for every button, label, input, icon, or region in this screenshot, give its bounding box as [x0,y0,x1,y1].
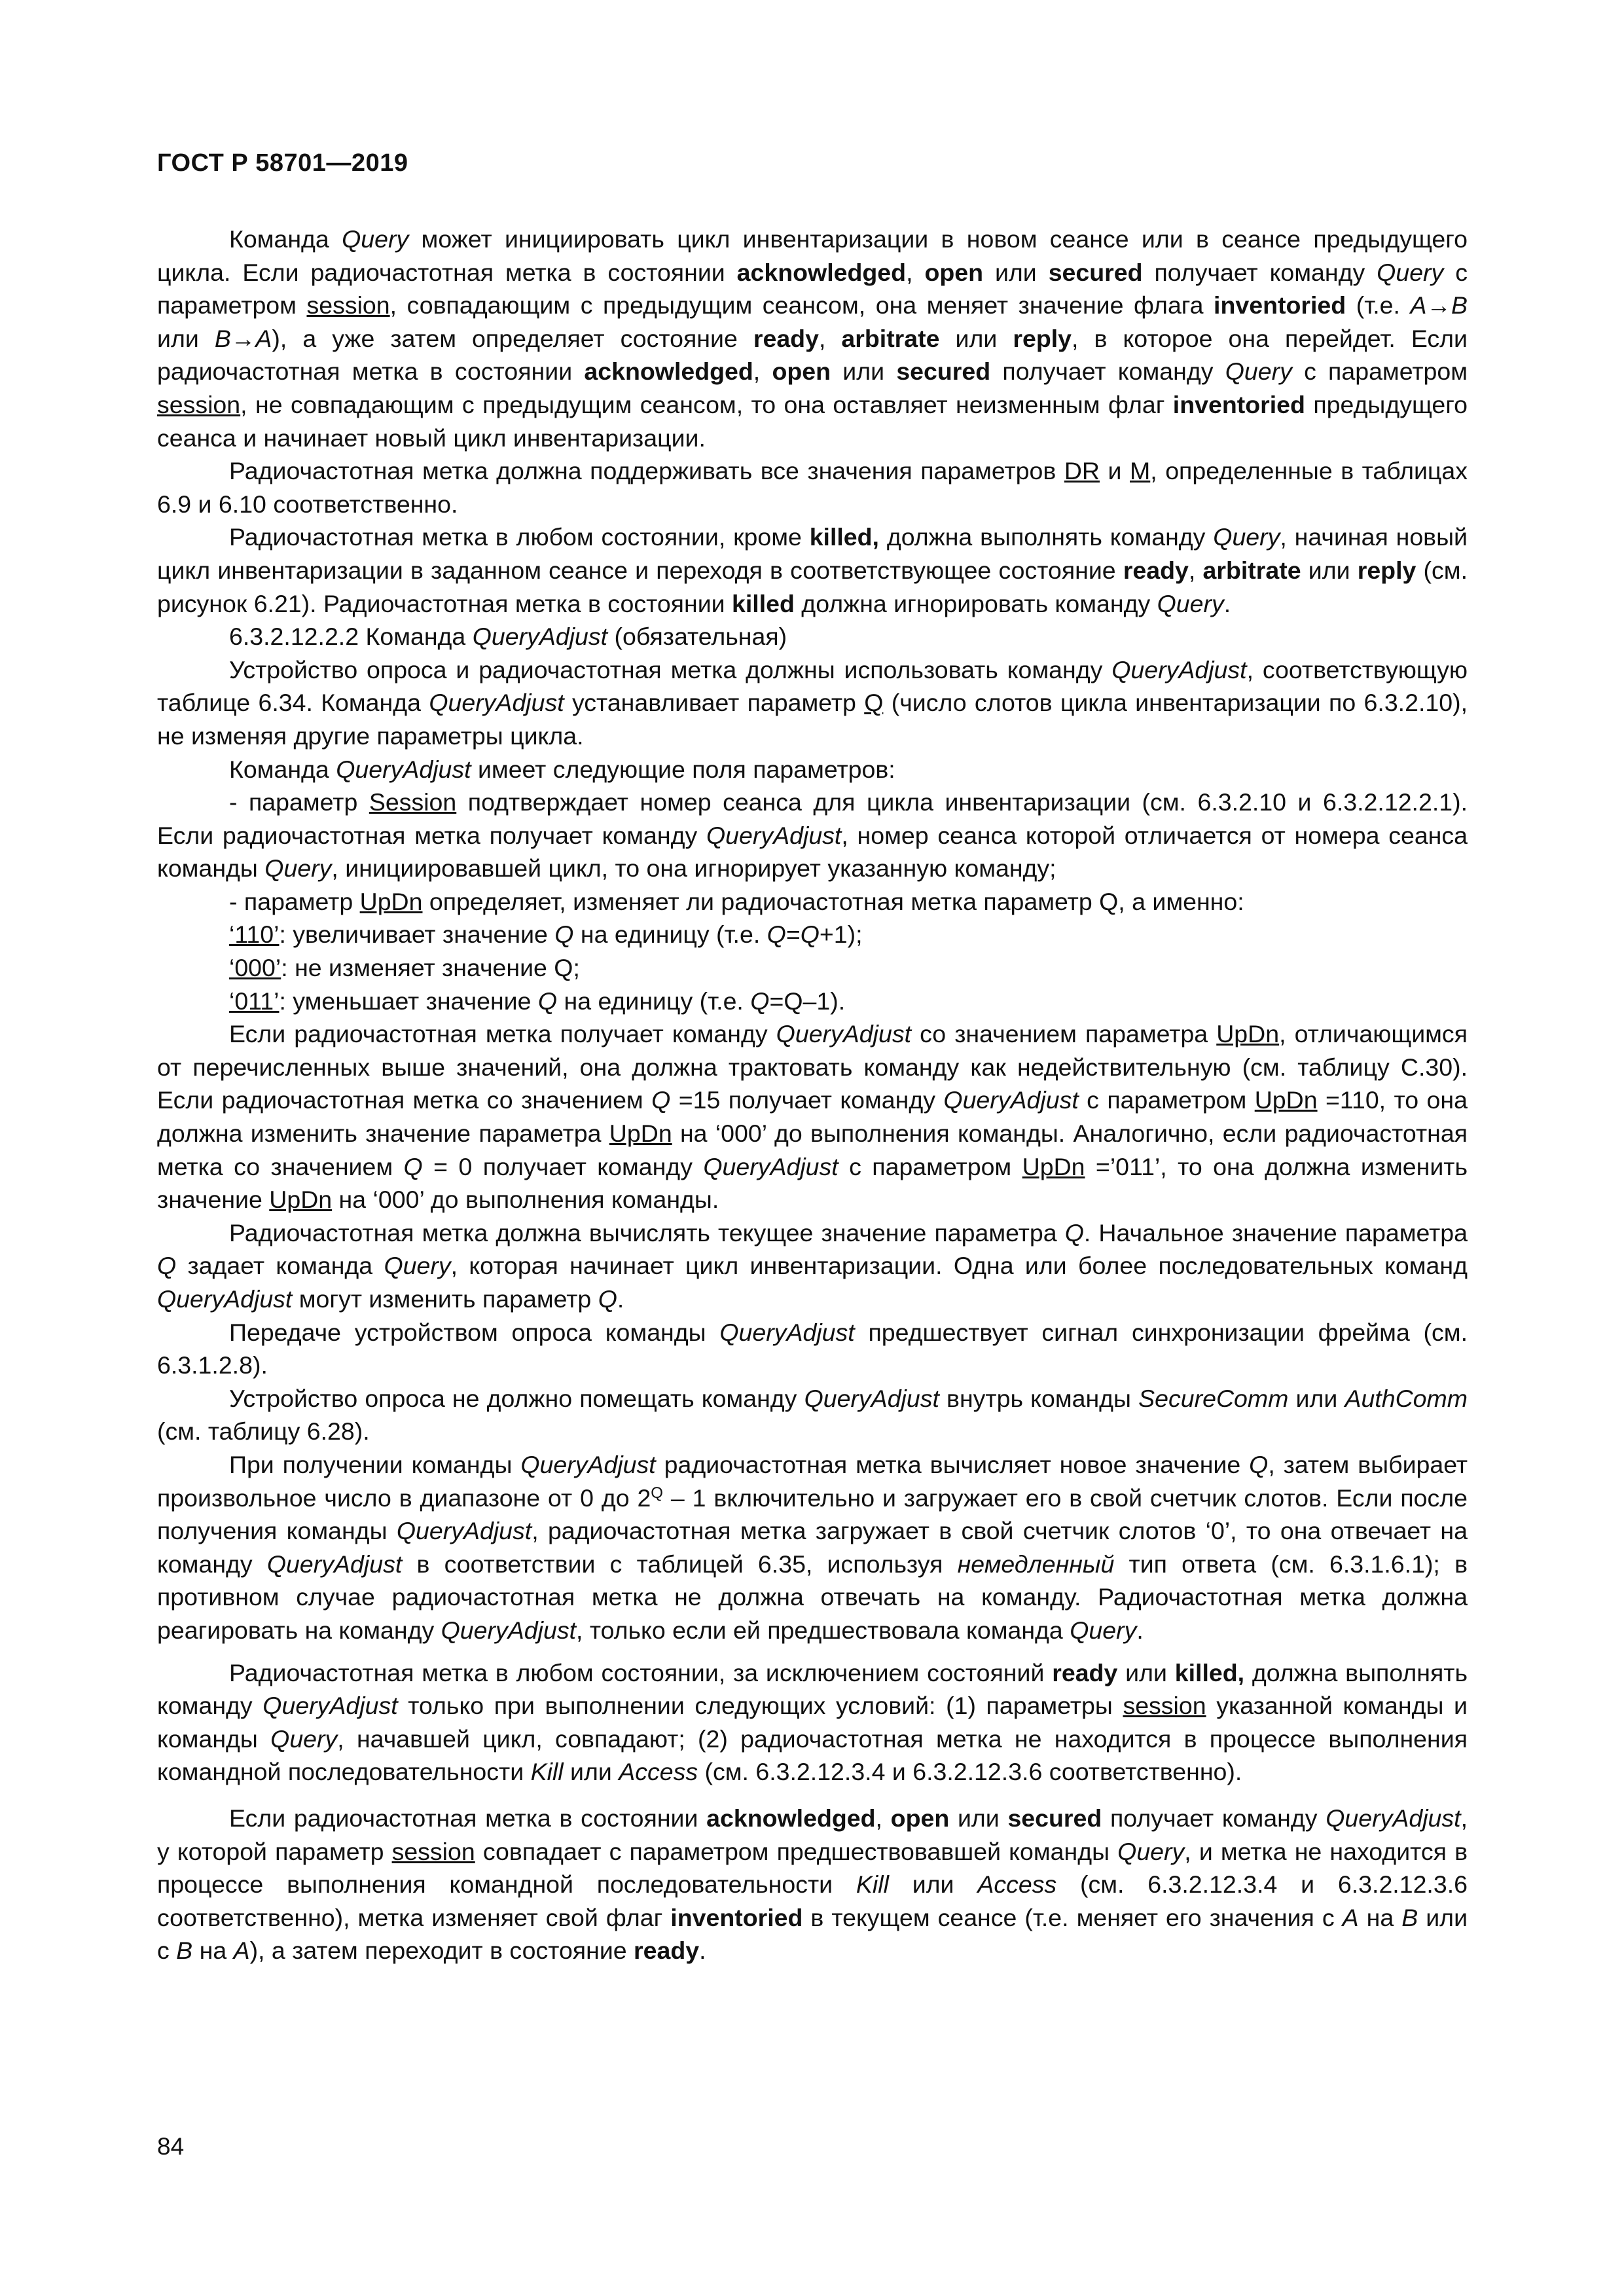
text-run: должна игнорировать команду [794,589,1157,617]
text-run: QueryAdjust [429,689,564,717]
paragraph-p3 [157,520,1468,620]
text-run: secured [1007,1804,1102,1832]
text-run: inventoried [1214,291,1346,319]
text-run: ready [634,1937,700,1965]
text-run: в соответствии с таблицей 6.35, используя [402,1550,958,1578]
text-run: +1); [819,920,863,949]
text-run: acknowledged [584,357,753,386]
text-run: , номер сеанса которой отличается от номера сеанса команды [157,821,1468,883]
text-run: Query [1377,258,1444,286]
text-run: =Q–1). [769,987,846,1015]
text-run: =110, то она должна изменить значение параметра [157,1086,1468,1148]
text-run: QueryAdjust [804,1384,939,1412]
paragraph-p13 [157,1216,1468,1316]
text-run: должна выполнять команду [157,1658,1468,1720]
text-run: , не совпадающим с предыдущим сеансом, то она оставляет неизменным флаг [240,390,1173,418]
text-run: или [1117,1658,1175,1686]
text-run: Устройство опроса и радиочастотная метка должны использовать команду [229,655,1112,683]
text-run: Q [157,1252,177,1280]
paragraph-p6 [157,753,1468,786]
text-run: , начавшей цикл, совпадают; (2) радиочастотная метка не находится в процессе выполнения командной последовательности [157,1724,1468,1786]
text-run: killed, [1174,1658,1245,1686]
text-run: = 0 получает команду [422,1152,704,1180]
text-run: reply [1013,324,1072,352]
text-run: совпадает с параметром предшествовавшей команды [475,1837,1118,1865]
text-run: Команда [229,755,336,783]
text-run: open [772,357,831,386]
text-run: QueryAdjust [1111,655,1247,683]
text-run: Радиочастотная метка в любом состоянии, кроме [229,523,810,551]
text-run: ready [753,324,819,352]
text-run: = [785,920,801,949]
paragraph-p15 [157,1382,1468,1448]
text-run: A [233,1937,250,1965]
text-run: , затем выбирает произвольное число в диапазоне от 0 до 2 [157,1450,1468,1512]
text-run: имеет следующие поля параметров: [471,755,895,783]
text-run: указанной команды и команды [157,1692,1468,1753]
text-run: Query [1157,589,1224,617]
text-run: Если радиочастотная метка в состоянии [229,1804,707,1832]
text-run: радиочастотная метка вычисляет новое значение [655,1450,1250,1478]
text-run: , и метка не находится в процессе выполнения командной последовательности [157,1837,1468,1899]
text-run: , инициировавшей цикл, то она игнорирует указанную команду; [331,854,1056,883]
text-run: , совпадающим с предыдущим сеансом, она меняет значение флага [389,291,1214,319]
paragraph-p10 [157,951,1468,985]
text-run: Session [369,788,457,816]
text-run: , только если ей предшествовала команда [575,1616,1070,1644]
text-run: . [1136,1616,1144,1644]
text-run: , определенные в таблицах 6.9 и 6.10 соответственно. [157,457,1468,518]
text-run: UpDn [359,887,423,915]
text-run: должна выполнять команду [878,523,1214,551]
text-run: , радиочастотная метка загружает в свой счетчик слотов ‘0’, то она отвечает на команду [157,1517,1468,1578]
text-run: Query [270,1724,338,1753]
text-run: могут изменить параметр [292,1285,598,1313]
paragraph-p1 [157,223,1468,454]
text-run: open [924,258,984,286]
text-run: с параметром [838,1152,1022,1180]
text-run: устанавливает параметр [564,689,865,717]
text-run: Q [800,920,820,949]
text-run: , [753,357,772,386]
text-run: предыдущего сеанса и начинает новый цикл инвентаризации. [157,390,1468,452]
text-run: arbitrate [1202,556,1301,584]
text-run: SecureComm [1138,1384,1289,1412]
text-run: Query [1225,357,1292,386]
text-run: QueryAdjust [943,1086,1079,1114]
text-run: QueryAdjust [336,755,471,783]
text-run: Query [384,1252,451,1280]
text-run: или [983,258,1049,286]
text-run: или [831,357,897,386]
text-run: , [1188,556,1203,584]
text-run: . Начальное значение параметра [1083,1218,1468,1247]
text-run: и [1099,457,1130,485]
text-run: Радиочастотная метка должна вычислять текущее значение параметра [229,1218,1065,1247]
paragraph-p14 [157,1316,1468,1382]
text-run: Устройство опроса не должно помещать команду [229,1384,804,1412]
text-run: Передаче устройством опроса команды [229,1318,720,1346]
text-run: session [306,291,390,319]
text-run: Команда [229,225,342,253]
text-run: QueryAdjust [157,1285,293,1313]
text-run: ), а уже затем определяет состояние [272,324,753,352]
text-run: inventoried [1172,390,1305,418]
text-run: (см. 6.3.2.12.3.4 и 6.3.2.12.3.6 соответственно), метка изменяет свой флаг [157,1870,1468,1931]
text-run: - параметр [229,788,369,816]
text-run: B [176,1937,193,1965]
text-run: или [563,1758,619,1786]
text-run: на ‘000’ до выполнения команды. Аналогично, если радиочастотная метка со значением [157,1120,1468,1180]
text-run: A [1342,1903,1359,1931]
text-run: . [1223,589,1231,617]
text-run: (см. 6.3.2.12.3.4 и 6.3.2.12.3.6 соответственно). [698,1758,1242,1786]
text-run: Q [767,920,786,949]
text-run: Q [750,987,770,1015]
text-run: , в которое она перейдет. Если радиочастотная метка в состоянии [157,324,1468,386]
paragraph-p11 [157,985,1468,1018]
text-run: , начиная новый цикл инвентаризации в заданном сеансе и переходя в соответствующее состояние [157,523,1468,584]
text-run: DR [1064,457,1100,485]
text-run: Q [1064,1218,1084,1247]
text-run: , у которой параметр [157,1804,1468,1865]
text-run: QueryAdjust [266,1550,403,1578]
text-run: предшествует сигнал синхронизации фрейма (см. 6.3.1.2.8). [157,1318,1468,1379]
text-run: UpDn [269,1186,333,1214]
text-run: или [157,324,215,352]
text-run: acknowledged [736,258,907,286]
text-run: со значением параметра [911,1020,1217,1048]
text-run: (число слотов цикла инвентаризации по 6.3.2.10), не изменяя другие параметры цикла. [157,689,1468,750]
text-run: на [192,1937,234,1965]
text-run: ‘000’ [229,954,281,982]
text-run: UpDn [1216,1020,1280,1048]
paragraph-p2 [157,454,1468,520]
text-run: на ‘000’ до выполнения команды. [332,1186,719,1214]
text-run: ready [1123,556,1189,584]
text-run: (обязательная) [607,623,787,651]
text-run: =’011’, то она должна изменить значение [157,1152,1468,1214]
text-run: Q [554,920,574,949]
document-header: ГОСТ Р 58701—2019 [157,149,408,177]
text-run: . [617,1285,624,1313]
text-run: , [906,258,925,286]
text-run: session [157,390,241,418]
text-run: получает команду [1142,258,1377,286]
text-run: Если радиочастотная метка получает команду [229,1020,776,1048]
text-run: – 1 включительно и загружает его в свой счетчик слотов. Если после получения команды [157,1484,1468,1545]
text-run: =15 получает команду [670,1086,944,1114]
text-run: session [1123,1692,1206,1720]
text-run: Access [619,1758,698,1786]
paragraph-p5 [157,653,1468,753]
text-run: на единицу (т.е. [557,987,751,1015]
text-run: получает команду [990,357,1225,386]
text-run: или [1288,1384,1345,1412]
text-run: AuthComm [1344,1384,1468,1412]
text-run: получает команду [1102,1804,1326,1832]
text-run: немедленный [957,1550,1115,1578]
text-run: Query [1213,523,1280,551]
text-run: При получении команды [229,1450,521,1478]
paragraph-p16 [157,1448,1468,1647]
text-run: inventoried [670,1903,803,1931]
text-run: QueryAdjust [262,1692,398,1720]
text-run: B→A [214,324,272,352]
text-run: с параметром [1078,1086,1255,1114]
text-run: на [1358,1903,1402,1931]
text-run: UpDn [609,1120,672,1148]
text-run: , соответствующую таблице 6.34. Команда [157,655,1468,717]
text-run: Q [651,1086,671,1114]
text-run: Q [598,1285,617,1313]
text-run: или [939,324,1013,352]
text-run: Access [977,1870,1057,1899]
text-run: или [888,1870,978,1899]
paragraph-p17 [157,1656,1468,1789]
text-run: может инициировать цикл инвентаризации в новом сеансе или в сеансе предыдущего цикла. Если радиочастотная метка в состоянии [157,225,1468,286]
text-run: Kill [856,1870,889,1899]
text-run: задает команда [176,1252,384,1280]
text-run: QueryAdjust [396,1517,532,1545]
text-run: Q [1249,1450,1269,1478]
text-run: secured [1048,258,1143,286]
paragraph-p12 [157,1017,1468,1216]
text-run: QueryAdjust [706,821,842,849]
text-run: killed [732,589,795,617]
text-run: с параметром [157,258,1468,319]
text-run: ‘110’ [229,920,280,949]
text-run: : увеличивает значение [279,920,555,949]
text-run: A→B [1410,291,1468,319]
text-run: - параметр [229,887,360,915]
text-run: ready [1052,1658,1118,1686]
text-run: тип ответа (см. 6.3.1.6.1); в противном случае радиочастотная метка не должна отвечать на команду. Радиочастотная метка должна реагировать на команду [157,1550,1468,1644]
text-run: QueryAdjust [1326,1804,1461,1832]
text-run: Query [342,225,409,253]
text-run: acknowledged [706,1804,876,1832]
text-run: Радиочастотная метка в любом состоянии, за исключением состояний [229,1658,1053,1686]
text-run: QueryAdjust [520,1450,656,1478]
text-run: (т.е. [1346,291,1411,319]
text-run: session [391,1837,475,1865]
text-run: , [818,324,842,352]
text-run: Query [1070,1616,1137,1644]
text-run: secured [896,357,991,386]
text-run: с параметром [1291,357,1468,386]
text-run: Q [403,1152,423,1180]
text-run: Query [1117,1837,1185,1865]
text-run: Kill [530,1758,564,1786]
text-run: B [1401,1903,1418,1931]
text-run: : не изменяет значение Q; [281,954,580,982]
text-run: или с [157,1903,1468,1965]
paragraph-p7 [157,786,1468,885]
text-run: определяет, изменяет ли радиочастотная метка параметр Q, а именно: [422,887,1244,915]
text-run: только при выполнении следующих условий: (1) параметры [397,1692,1123,1720]
text-run: QueryAdjust [703,1152,839,1180]
text-run: open [890,1804,950,1832]
paragraph-p4 [157,620,1468,653]
paragraph-p18 [157,1802,1468,1967]
paragraph-p9 [157,918,1468,951]
text-run: в текущем сеансе (т.е. меняет его значения с [803,1903,1343,1931]
text-run: : уменьшает значение [279,987,538,1015]
text-run: (см. таблицу 6.28). [157,1417,370,1446]
text-run: , [875,1804,891,1832]
text-run: внутрь команды [939,1384,1139,1412]
paragraph-p8 [157,885,1468,919]
text-run: ‘011’ [229,987,280,1015]
text-run: , которая начинает цикл инвентаризации. Одна или более последовательных команд [450,1252,1468,1280]
text-run: ), а затем переходит в состояние [249,1937,634,1965]
text-run: 6.3.2.12.2.2 Команда [229,623,473,651]
text-run: arbitrate [841,324,940,352]
text-run: QueryAdjust [719,1318,855,1346]
text-run: UpDn [1022,1152,1085,1180]
text-run: UpDn [1254,1086,1318,1114]
text-run: QueryAdjust [472,623,608,651]
text-run: QueryAdjust [776,1020,912,1048]
text-run: (см. рисунок 6.21). Радиочастотная метка в состоянии [157,556,1468,617]
text-run: reply [1357,556,1416,584]
text-run: Q [537,987,558,1015]
text-run: killed, [809,523,879,551]
body-text [157,223,1468,1967]
text-run: или [949,1804,1008,1832]
text-run: Q [651,1484,663,1502]
text-run: . [699,1937,706,1965]
page-number: 84 [157,2133,185,2160]
text-run: подтверждает номер сеанса для цикла инвентаризации (см. 6.3.2.10 и 6.3.2.12.2.1). Если радиочастотная метка получает команду [157,788,1468,849]
text-run: на единицу (т.е. [573,920,767,949]
text-run: или [1301,556,1358,584]
text-run: , отличающимся от перечисленных выше значений, она должна трактовать команду как недействительную (см. таблицу С.30). Если радиочастотная метка со значением [157,1020,1468,1114]
text-run: Радиочастотная метка должна поддерживать все значения параметров [229,457,1064,485]
text-run: QueryAdjust [441,1616,576,1644]
text-run: Q [864,689,884,717]
text-run: M [1130,457,1151,485]
text-run: Query [264,854,332,883]
